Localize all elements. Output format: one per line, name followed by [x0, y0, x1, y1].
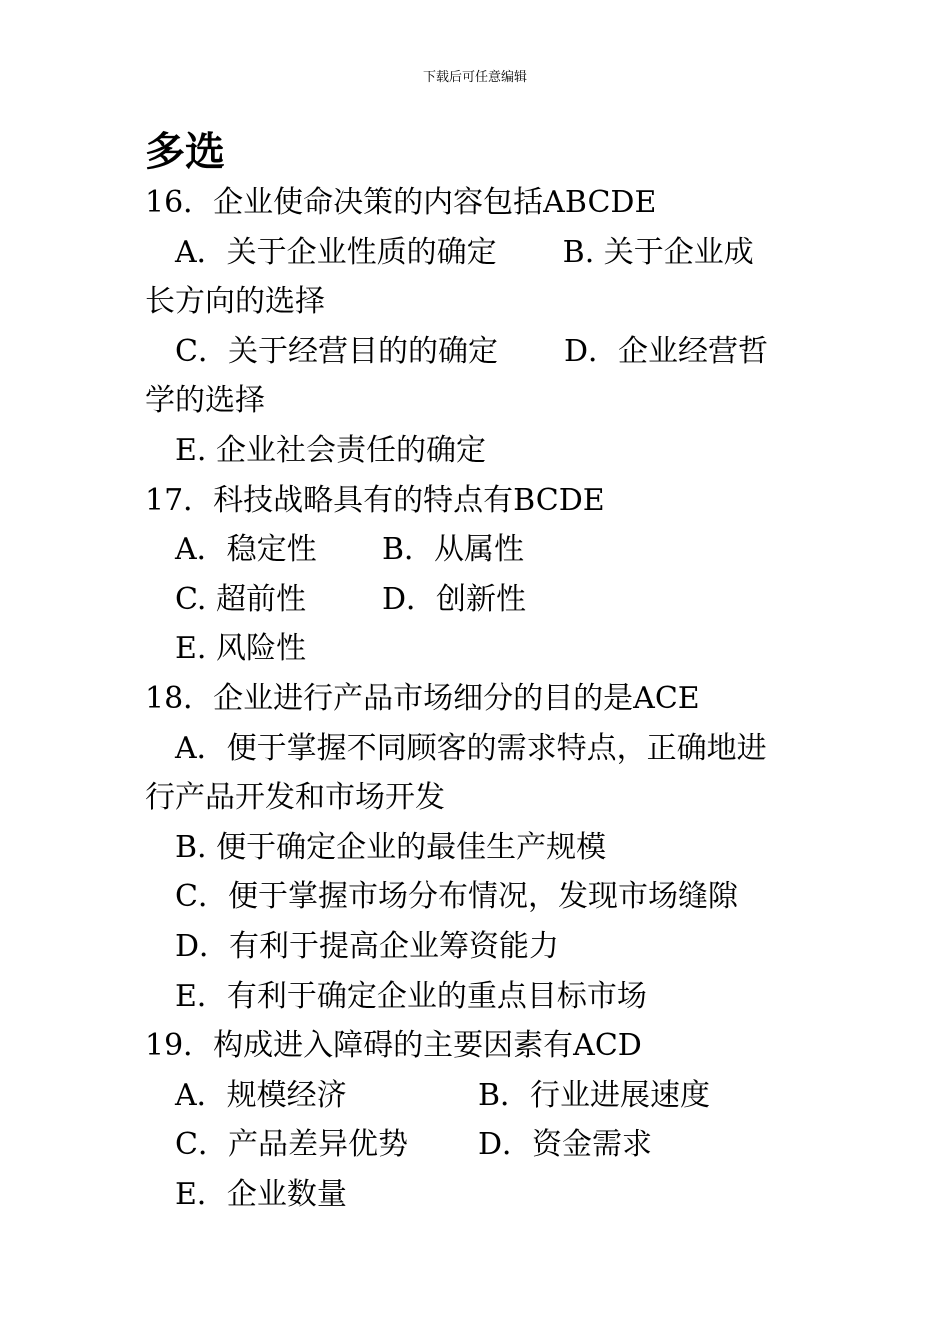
- question-18-option-d: D．有利于提高企业筹资能力: [175, 928, 560, 964]
- question-19-option-c: C．产品差异优势: [175, 1127, 408, 1163]
- page-header: 下载后可任意编辑: [422, 70, 527, 85]
- question-16-row-ab: [145, 228, 825, 278]
- question-16-option-b: B. 关于企业成: [562, 234, 754, 270]
- question-16-row-cd: [145, 327, 825, 377]
- question-17-option-a: A．稳定性: [175, 532, 317, 568]
- question-19-row-cd: [145, 1120, 825, 1170]
- question-16-option-b-continued: 长方向的选择: [145, 284, 325, 320]
- question-17-option-b: B．从属性: [382, 532, 525, 568]
- question-16-option-d-continued: 学的选择: [145, 383, 265, 419]
- question-18-option-b: B. 便于确定企业的最佳生产规模: [175, 829, 607, 865]
- question-19-stem: 19．构成进入障碍的主要因素有ACD: [145, 1028, 642, 1064]
- question-17-option-d: D．创新性: [382, 581, 527, 617]
- question-16-option-c: C．关于经营目的的确定: [175, 333, 498, 369]
- section-title: 多选: [145, 128, 225, 175]
- question-19-option-d: D．资金需求: [478, 1127, 653, 1163]
- question-19-option-e: E．企业数量: [175, 1176, 347, 1212]
- question-17-option-c: C. 超前性: [175, 581, 306, 617]
- question-17-row-cd: [145, 575, 825, 625]
- question-16-option-e: E. 企业社会责任的确定: [175, 432, 486, 468]
- question-19-row-ab: [145, 1071, 825, 1121]
- question-17-option-e: E. 风险性: [175, 631, 306, 667]
- question-18-option-c: C．便于掌握市场分布情况，发现市场缝隙: [175, 879, 738, 915]
- question-18-option-a: A．便于掌握不同顾客的需求特点，正确地进: [175, 730, 767, 766]
- document-body: [145, 126, 825, 1219]
- question-18-option-e: E．有利于确定企业的重点目标市场: [175, 978, 647, 1014]
- question-16-stem: 16．企业使命决策的内容包括ABCDE: [145, 185, 657, 220]
- question-18-option-a-continued: 行产品开发和市场开发: [145, 780, 445, 816]
- question-19-option-a: A．规模经济: [175, 1077, 347, 1113]
- question-17-stem: 17．科技战略具有的特点有BCDE: [145, 482, 605, 518]
- question-18-stem: 18．企业进行产品市场细分的目的是ACE: [145, 680, 700, 716]
- question-19-option-b: B．行业进展速度: [478, 1077, 711, 1113]
- question-16-option-a: A．关于企业性质的确定: [175, 234, 497, 270]
- question-16-option-d: D．企业经营哲: [563, 333, 769, 369]
- question-17-row-ab: [145, 525, 825, 575]
